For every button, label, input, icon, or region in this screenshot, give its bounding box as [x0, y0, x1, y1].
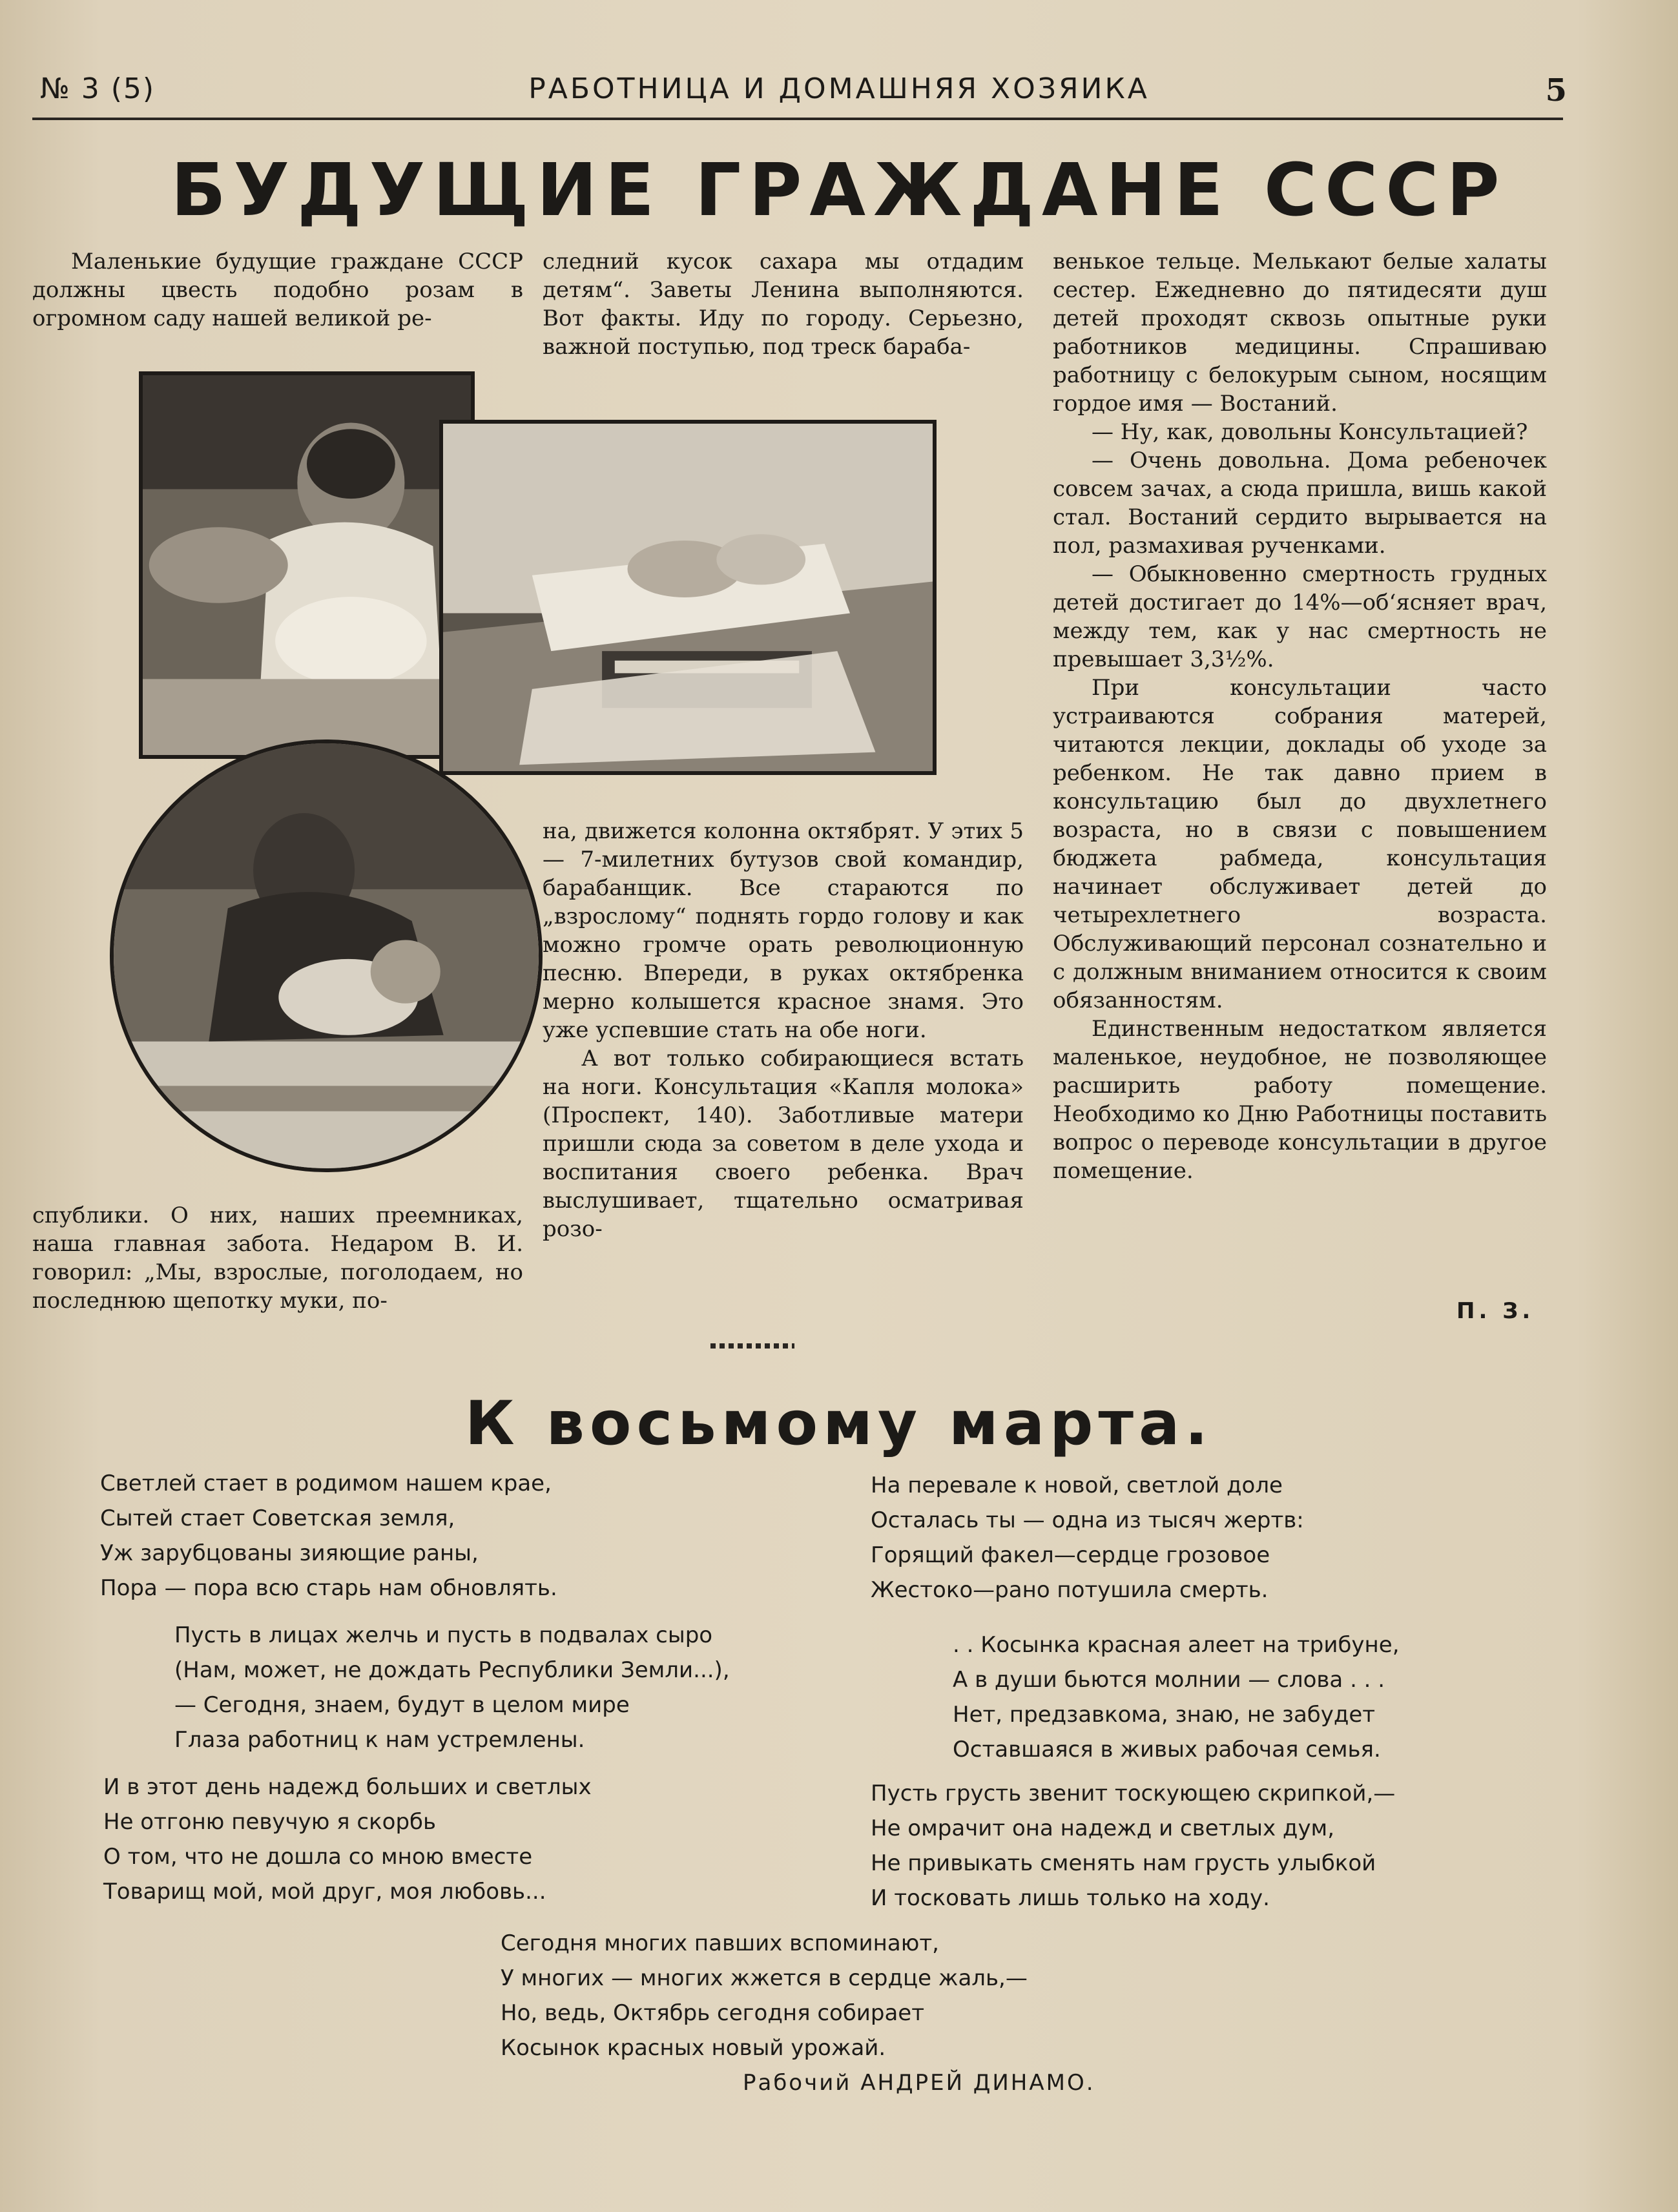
poem-line: А в души бьются молнии — слова . . .	[953, 1667, 1385, 1693]
poem-line: Пора — пора всю старь нам обновлять.	[100, 1575, 557, 1601]
poem-line: О том, что не дошла со мною вместе	[103, 1844, 533, 1870]
poem-stanza	[103, 1770, 592, 1909]
article-col2-top	[543, 247, 1024, 361]
poem-line: И тосковать лишь только на ходу.	[871, 1885, 1270, 1911]
article-title: БУДУЩИЕ ГРАЖДАНЕ СССР	[171, 149, 1507, 233]
poem-line: На перевале к новой, светлой доле	[871, 1473, 1283, 1498]
article-paragraph: При консультации часто устраиваются собрания матерей, читаются лекции, доклады об уходе за ребенком. Не так давно прием в консультацию был до двухлетнего возраста, но в связи с повышением бюджета рабмеда, консультация начинает обслуживает детей до четырехлетнего возраста. Обслуживающий персонал сознательно и с должным вниманием относится к своим обязанностям.	[1053, 675, 1547, 1013]
poem-line: Нет, предзавкома, знаю, не забудет	[953, 1702, 1376, 1728]
poem-stanza	[501, 1926, 1028, 2065]
poem-line: — Сегодня, знаем, будут в целом мире	[174, 1692, 630, 1718]
poem-line: Пусть в лицах желчь и пусть в подвалах сыро	[174, 1622, 713, 1648]
article-paragraph: — Ну, как, довольны Консультацией?	[1092, 419, 1528, 445]
poem-line: Горящий факел—сердце грозовое	[871, 1542, 1270, 1568]
article-col1-bottom	[32, 1201, 523, 1315]
poem-line: (Нам, может, не дождать Республики Земли...),	[174, 1657, 730, 1683]
photo-babies-on-scale	[439, 420, 937, 775]
poem-stanza	[100, 1466, 557, 1606]
page-number: 5	[1545, 72, 1568, 109]
poem-line: Светлей стает в родимом нашем крае,	[100, 1471, 552, 1496]
poem-line: Но, ведь, Октябрь сегодня собирает	[501, 2000, 925, 2026]
poem-line: Товарищ мой, мой друг, моя любовь...	[103, 1879, 546, 1905]
poem-line: Не привыкать сменять нам грусть улыбкой	[871, 1850, 1376, 1876]
poem-title: К восьмому марта.	[464, 1389, 1214, 1459]
poem-line: И в этот день надежд больших и светлых	[103, 1774, 592, 1800]
article-paragraph: — Обыкновенно смертность грудных детей достигает до 14%—об‘ясняет врач, между тем, как у нас смертность не превышает 3,3½%.	[1053, 561, 1547, 672]
poem-line: Пусть грусть звенит тоскующею скрипкой,—	[871, 1781, 1396, 1806]
poem-line: Не омрачит она надежд и светлых дум,	[871, 1815, 1335, 1841]
poem-stanza	[871, 1468, 1304, 1607]
article-col1-top	[32, 247, 523, 333]
article-paragraph: Маленькие будущие граждане СССР должны цвесть подобно розам в огромном саду нашей великой ре-	[32, 249, 523, 331]
poem-line: Оставшаяся в живых рабочая семья.	[953, 1737, 1381, 1762]
article-paragraph: А вот только собирающиеся встать на ноги. Консультация «Капля молока» (Проспект, 140). Заботливые матери пришли сюда за советом в деле ухода и воспитания своего ребенка. Врач выслушивает, тщательно осматривая розо-	[543, 1046, 1024, 1242]
poem-stanza	[953, 1628, 1400, 1767]
poem-line: Жестоко—рано потушила смерть.	[871, 1577, 1269, 1603]
article-col2-bottom	[543, 817, 1024, 1243]
article-paragraph: Единственным недостатком является маленькое, неудобное, не позволяющее расширить работу помещение. Необходимо ко Дню Работницы поставить вопрос о переводе консультации в другое помещение.	[1053, 1016, 1547, 1184]
poem-line: Уж зарубцованы зияющие раны,	[100, 1540, 479, 1566]
article-paragraph: венькое тельце. Мелькают белые халаты сестер. Ежедневно до пятидесяти душ детей проходят сквозь опытные руки работников медицины. Спрашиваю работницу с белокурым сыном, носящим гордое имя — Востаний.	[1053, 249, 1547, 417]
section-divider	[710, 1343, 794, 1349]
article-paragraph: следний кусок сахара мы отдадим детям“. Заветы Ленина выполняются. Вот факты. Иду по городу. Серьезно, важной поступью, под треск бараба-	[543, 249, 1024, 360]
article-col3	[1053, 247, 1547, 1185]
issue-number: № 3 (5)	[40, 72, 156, 105]
poem-line: Сегодня многих павших вспоминают,	[501, 1930, 939, 1956]
poem-line: У многих — многих жжется в сердце жаль,—	[501, 1965, 1028, 1991]
poem-stanza	[174, 1618, 730, 1757]
article-signature: П. З.	[1456, 1298, 1535, 1324]
poem-line: Не отгоню певучую я скорбь	[103, 1809, 437, 1835]
running-header-title: РАБОТНИЦА И ДОМАШНЯЯ ХОЗЯИКА	[528, 72, 1150, 105]
article-paragraph: на, движется колонна октябрят. У этих 5 — 7-милетних бутузов свой командир, барабанщик. Все стараются по „взрослому“ поднять гордо голову и как можно громче орать революционную песню. Впереди, в руках октябренка мерно колышется красное знамя. Это уже успевшие стать на обе ноги.	[543, 818, 1024, 1043]
poem-line: . . Косынка красная алеет на трибуне,	[953, 1632, 1400, 1658]
poem-author: Рабочий АНДРЕЙ ДИНАМО.	[743, 2070, 1095, 2096]
poem-line: Косынок красных новый урожай.	[501, 2035, 886, 2061]
article-paragraph: — Очень довольна. Дома ребеночек совсем зачах, а сюда пришла, вишь какой стал. Востаний сердито вырывается на пол, размахивая рученками.	[1053, 448, 1547, 559]
poem-stanza	[871, 1776, 1395, 1916]
header-rule	[32, 118, 1563, 120]
poem-line: Сытей стает Советская земля,	[100, 1505, 455, 1531]
poem-line: Осталась ты — одна из тысяч жертв:	[871, 1507, 1304, 1533]
article-paragraph: спублики. О них, наших преемниках, наша главная забота. Недаром В. И. говорил: „Мы, взрослые, поголодаем, но последнюю щепотку муки, по-	[32, 1203, 523, 1314]
poem-line: Глаза работниц к нам устремлены.	[174, 1727, 585, 1753]
photo-nurse-with-baby	[139, 371, 475, 759]
photo-mother-with-child-round	[110, 739, 543, 1172]
